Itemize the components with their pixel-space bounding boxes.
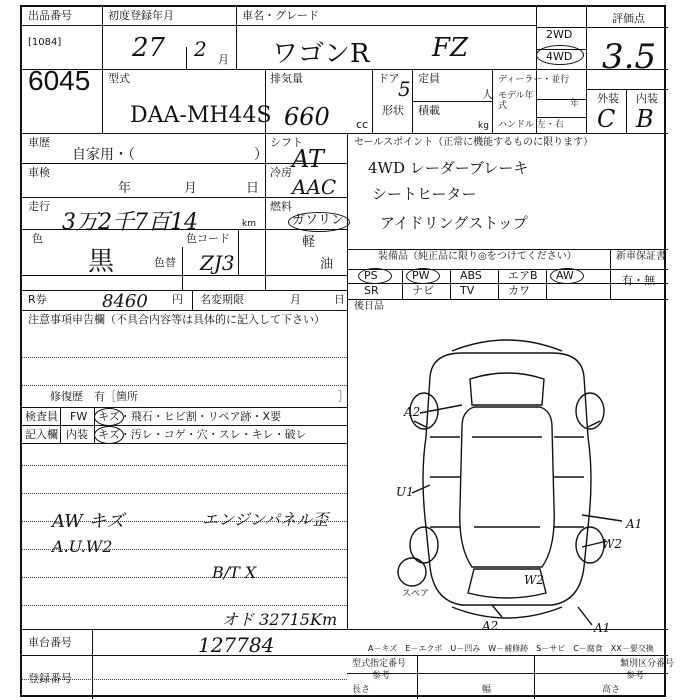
recycle-unit: 円 [172,293,183,306]
sales-label: セールスポイント（正常に機能するものに限ります） [354,137,594,148]
shape-label: 形状 [382,104,404,117]
reg-month-unit: 月 [218,53,229,66]
mark-a2-rear: A2 [482,619,499,633]
door-label: ドア [378,72,400,85]
aircon-label: 冷房 [270,166,292,179]
equip-item: エアB [508,269,538,282]
length-label: 長さ [352,685,371,695]
equip-label: 装備品（純正品に限り◎をつけてください） [378,251,577,262]
mark-w2-right: W2 [602,537,622,551]
grade-name: FZ [432,33,469,63]
inspection-year-unit: 年 [118,181,132,196]
category-label: 類別区分番号 [620,659,675,669]
warranty-label: 新車保証書 [616,251,666,262]
equip-item: AW [556,269,574,282]
capacity-label: 定員 [418,72,440,85]
equip-item: SR [364,284,379,297]
fw-label: FW [70,410,88,423]
handle-label: ハンドル 左・右 [498,120,564,130]
equip-item: PS [364,269,378,282]
capacity-unit: 人 [482,88,493,101]
inspector-label: 検査員 [25,410,58,423]
equip-item: TV [460,284,475,297]
reg-year: 27 [132,33,166,63]
lot-number: 6045 [28,65,91,96]
equip-item: ナビ [412,284,434,297]
int-scratch-circle [94,426,124,444]
equip-item: カワ [508,284,530,297]
equip-item: PW [412,269,430,282]
mark-a1-right: A1 [626,517,643,531]
color-code-label: 色コード [186,232,230,245]
recycle-value: 8460 [102,291,148,312]
int-options: キズ・汚レ・コゲ・穴・スレ・キレ・破レ [98,428,307,441]
remark-auw2: A.U.W2 [52,537,113,556]
drive-4wd-circle [536,45,584,65]
ext-label: 外装 [597,92,619,105]
drive-2wd: 2WD [546,28,573,41]
height-label: 高さ [602,685,621,695]
damage-diagram [22,7,668,699]
inspection-label: 車検 [28,166,50,179]
sales-line-3: アイドリングストップ [380,214,528,232]
chassis-value: 127784 [198,633,275,657]
load-label: 積載 [418,104,440,117]
history-close: ） [254,147,268,163]
after-items-label: 後日品 [354,301,384,312]
disp-value: 660 [284,103,330,131]
history-label: 車歴 [28,136,50,149]
load-unit: kg [478,121,489,131]
damage-legend: A－キズ E－エクボ U－凹み W－補修跡 S－サビ C－腐食 XX－要交換 [368,644,654,653]
remark-engine-panel: エンジンパネル歪 [202,510,329,529]
model-year-label: モデル年式 [498,91,534,111]
remark-bt: B/T X [212,563,257,582]
fw-options: キズ・飛石・ヒビ割・リペア跡・X要 [98,410,282,423]
dealer-label: ディーラー・並行 [498,75,570,85]
mark-a1-rear: A1 [594,621,611,635]
score-value: 3.5 [602,37,657,77]
fw-scratch-circle [94,408,124,426]
int-options-label: 内装 [66,428,88,441]
disp-label: 排気量 [270,72,303,85]
fuel-label: 燃料 [270,200,292,213]
mileage-unit: km [242,219,256,229]
type-value: DAA-MH44S [130,103,272,128]
name-change-month: 月 [290,293,301,306]
fuel-gas: ガソリン [292,213,345,228]
name-change-label: 名変期限 [200,293,244,306]
shift-value: AT [292,145,325,173]
ext-score: C [597,105,616,133]
equip-item-circle [406,268,440,284]
year-unit: 年 [570,99,580,109]
lot-code: [1084] [28,37,62,48]
fuel-oil: 油 [320,257,334,272]
mark-u1: U1 [396,485,414,499]
sales-line-1: 4WD レーダーブレーキ [368,159,529,177]
equip-item-circle [358,268,392,284]
mileage-label: 走行 [28,200,50,213]
inspection-day-unit: 日 [246,181,260,196]
door-value: 5 [398,77,411,101]
spare-label: スペア [402,589,430,599]
color-code: ZJ3 [200,251,235,275]
reg-label: 初度登録年月 [108,9,174,22]
color-label: 色 [32,232,43,245]
aircon-value: AAC [292,175,337,199]
score-label: 評価点 [612,12,645,25]
int-score: B [636,105,654,133]
mark-w2-rear: W2 [524,573,544,587]
color-swap-label: 色替 [154,256,176,269]
history-value: 自家用・（ [72,147,135,163]
repair-history: 修復歴 有［箇所 [50,390,138,403]
disp-unit: cc [356,118,369,131]
color-value: 黒 [88,247,115,277]
fuel-light: 軽 [302,235,316,250]
lot-label: 出品番号 [28,9,72,22]
mileage-value: 3万2千7百14 [62,210,198,235]
spec-number-label: 型式指定番号 [352,659,407,669]
int-label: 内装 [636,92,658,105]
type-label: 型式 [108,72,130,85]
width-label: 幅 [482,685,492,695]
remark-odo: オド 32715Km [222,610,338,629]
mark-a2-front: A2 [404,405,421,419]
sales-line-2: シートヒーター [372,185,477,203]
remark-aw: AW キズ [52,511,125,532]
recycle-label: R券 [28,293,47,306]
shift-label: シフト [270,136,303,149]
category-ref: 参考 [626,671,645,681]
chassis-label: 車台番号 [28,636,72,649]
model-name: ワゴンR [272,39,370,69]
drive-4wd: 4WD [546,50,573,63]
auction-sheet [20,5,675,697]
fuel-gas-circle [288,212,350,232]
name-label: 車名・グレード [242,9,319,22]
inspector-label-2: 記入欄 [25,428,58,441]
warranty-value: 有・無 [622,274,655,287]
repair-close: ］ [338,390,349,403]
inspection-month-unit: 月 [184,181,198,196]
spec-ref: 参考 [372,671,391,681]
name-change-day: 日 [334,293,345,306]
equip-item: ABS [460,269,482,282]
registration-label: 登録番号 [28,672,72,685]
equip-item-circle [550,268,584,284]
notes-label: 注意事項申告欄（不具合内容等は具体的に記入して下さい） [28,313,325,326]
reg-month: 2 [194,37,207,61]
